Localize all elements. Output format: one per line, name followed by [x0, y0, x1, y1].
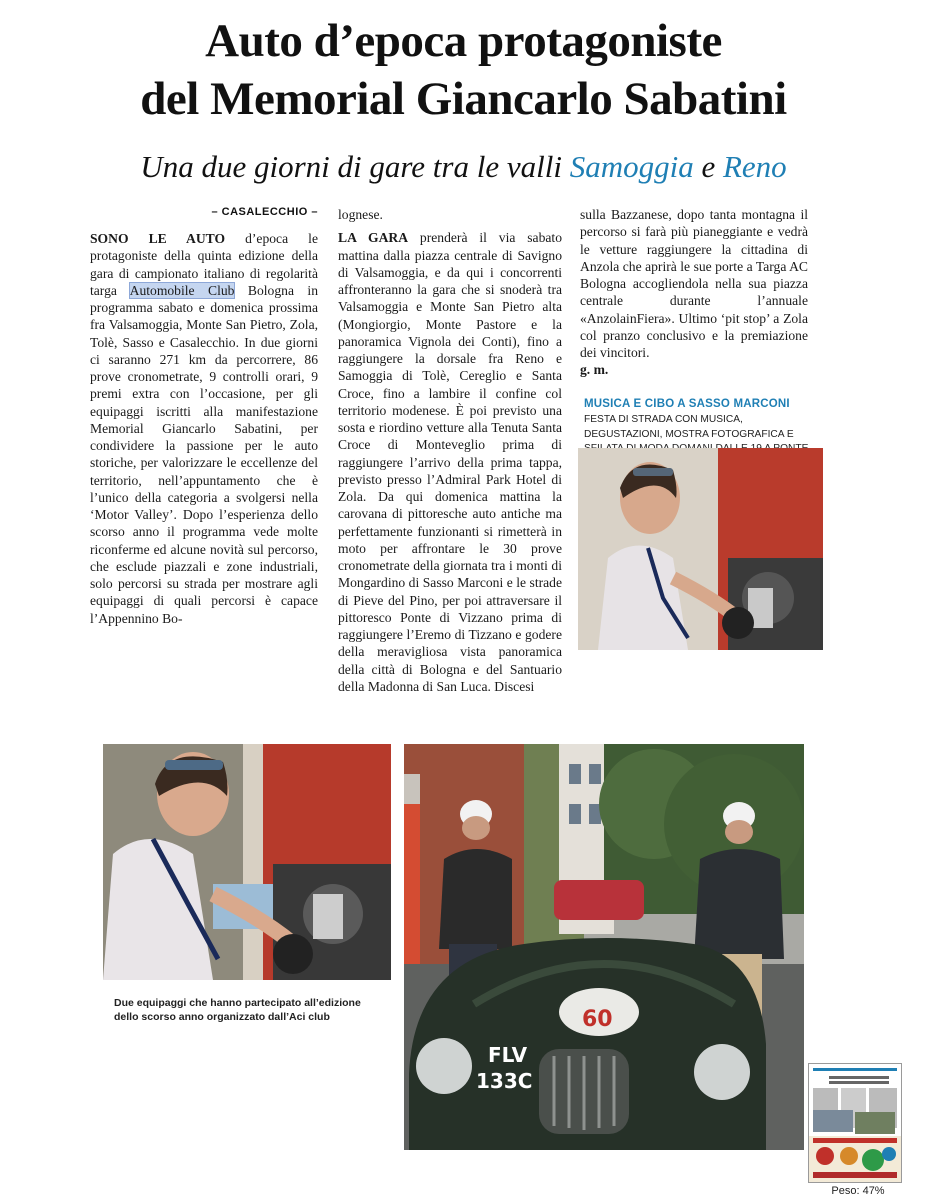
- subtitle: [0, 148, 927, 186]
- article-column-1: [90, 230, 318, 627]
- photo-caption: Due equipaggi che hanno partecipato all’edizione dello scorso anno organizzato dall’Aci club: [114, 997, 361, 1023]
- subtitle-part-2: e: [693, 149, 723, 184]
- headline-line-2: del Memorial Giancarlo Sabatini: [140, 73, 787, 125]
- headline-line-1: Auto d’epoca protagoniste: [205, 15, 722, 67]
- article-paragraph-1b: Bologna in programma sabato e domenica prossima fra Valsamoggia, Monte San Pietro, Zola, Tolè, Sasso e Casalecchio. In due giorni ci saranno 271 km da percorrere, 86 prove cronometrate, 9 controlli orari, 9 premi extra con l’occasione, per gli equipaggi iscritti alla manifestazione Memorial Giancarlo Sabatini, per condividere la passione per le auto storiche, per valorizzare le eccellenze del territorio, nell’appuntamento che è l’unico della categoria a svolgersi nella ‘Motor Valley’. Dopo l’esperienza dello scorso anno il programma vede molte riconferme ed alcune novità sul percorso, che esclude piazzali e zone industriali, solo percorsi su strada per mostrare agli equipaggi di quali percorsi è capace l’Appennino Bo-: [90, 282, 319, 626]
- subtitle-place-reno: Reno: [722, 149, 787, 184]
- sidebar-title: MUSICA E CIBO A SASSO MARCONI: [584, 398, 790, 410]
- article-column-3: [580, 206, 808, 379]
- photo-man-at-engine-small: [578, 448, 823, 650]
- plate-line-2: 133C: [476, 1069, 533, 1093]
- page-weight-label: Peso: 47%: [831, 1185, 885, 1197]
- subtitle-part-1: Una due giorni di gare tra le valli: [140, 149, 570, 184]
- article-column-2: [338, 206, 562, 695]
- gara-caps: LA GARA: [338, 230, 409, 246]
- article-paragraph-3: sulla Bazzanese, dopo tanta montagna il percorso si farà più pianeggiante e vedrà le vetture raggiungere la cittadina di Anzola che aprirà le sue porte a Targa AC Bologna accogliendola nella sua piazza centrale durante l’annuale «AnzolainFiera». Ultimo ‘pit stop’ a Zola col pranzo conclusivo e la premiazione dei vincitori.: [580, 207, 808, 360]
- plate-line-1: FLV: [488, 1043, 528, 1067]
- lead-caps: SONO LE AUTO: [90, 231, 226, 246]
- photo-man-at-engine: [103, 744, 391, 980]
- selected-text-automobile-club[interactable]: Automobile Club: [129, 282, 235, 298]
- article-paragraph-2: prenderà il via sabato mattina dalla piazza centrale di Savigno di Valsamoggia, e da qui i concorrenti affronteranno la gara che si snoderà tra Valsamoggia e Monte San Pietro alta (Mongiorgio, Monte Pastore e la panoramica Vignola dei Conti), fino a raggiungere la dorsale fra Reno e Samoggia di Tolè, Cereglio e Santa Croce, fino a lambire il confine col territorio modenese. È poi previsto una sosta e riordino vetture alla Tenuta Santa Croce di Monteveglio prima di raggiungere l’arrivo della prima tappa, previsto presso l’Admiral Park Hotel di Zola. Da qui domenica mattina la carovana di pittoresche auto antiche ma perfettamente funzionanti si rimetterà in moto per affrontare le 30 prove cronometrate della giornata tra i monti di Mongardino di Sasso Marconi e le strade di Pieve del Pino, per poi attraversare il pittoresco Ponte di Vizzano prima di raggiungere l’Eremo di Tizzano e godere della meravigliosa vista panoramica della città di Bologna e del Santuario della Madonna di San Luca. Discesi: [338, 230, 562, 694]
- dateline: – CASALECCHIO –: [211, 206, 318, 218]
- subtitle-place-samoggia: Samoggia: [569, 149, 694, 184]
- sidebar-text: FESTA DI STRADA CON MUSICA, DEGUSTAZIONI, MOSTRA FOTOGRAFICA E: [584, 414, 794, 440]
- race-number: 60: [582, 1007, 613, 1032]
- article-paragraph-1a: d’epoca le protagoniste della quinta edizione della gara di campionato italiano di regolarità targa: [90, 231, 318, 298]
- page-thumbnail[interactable]: [808, 1063, 902, 1183]
- author-signature: g. m.: [580, 362, 609, 378]
- column-2-continuation: lognese.: [338, 207, 383, 222]
- photo-vintage-race-car: [404, 744, 804, 1150]
